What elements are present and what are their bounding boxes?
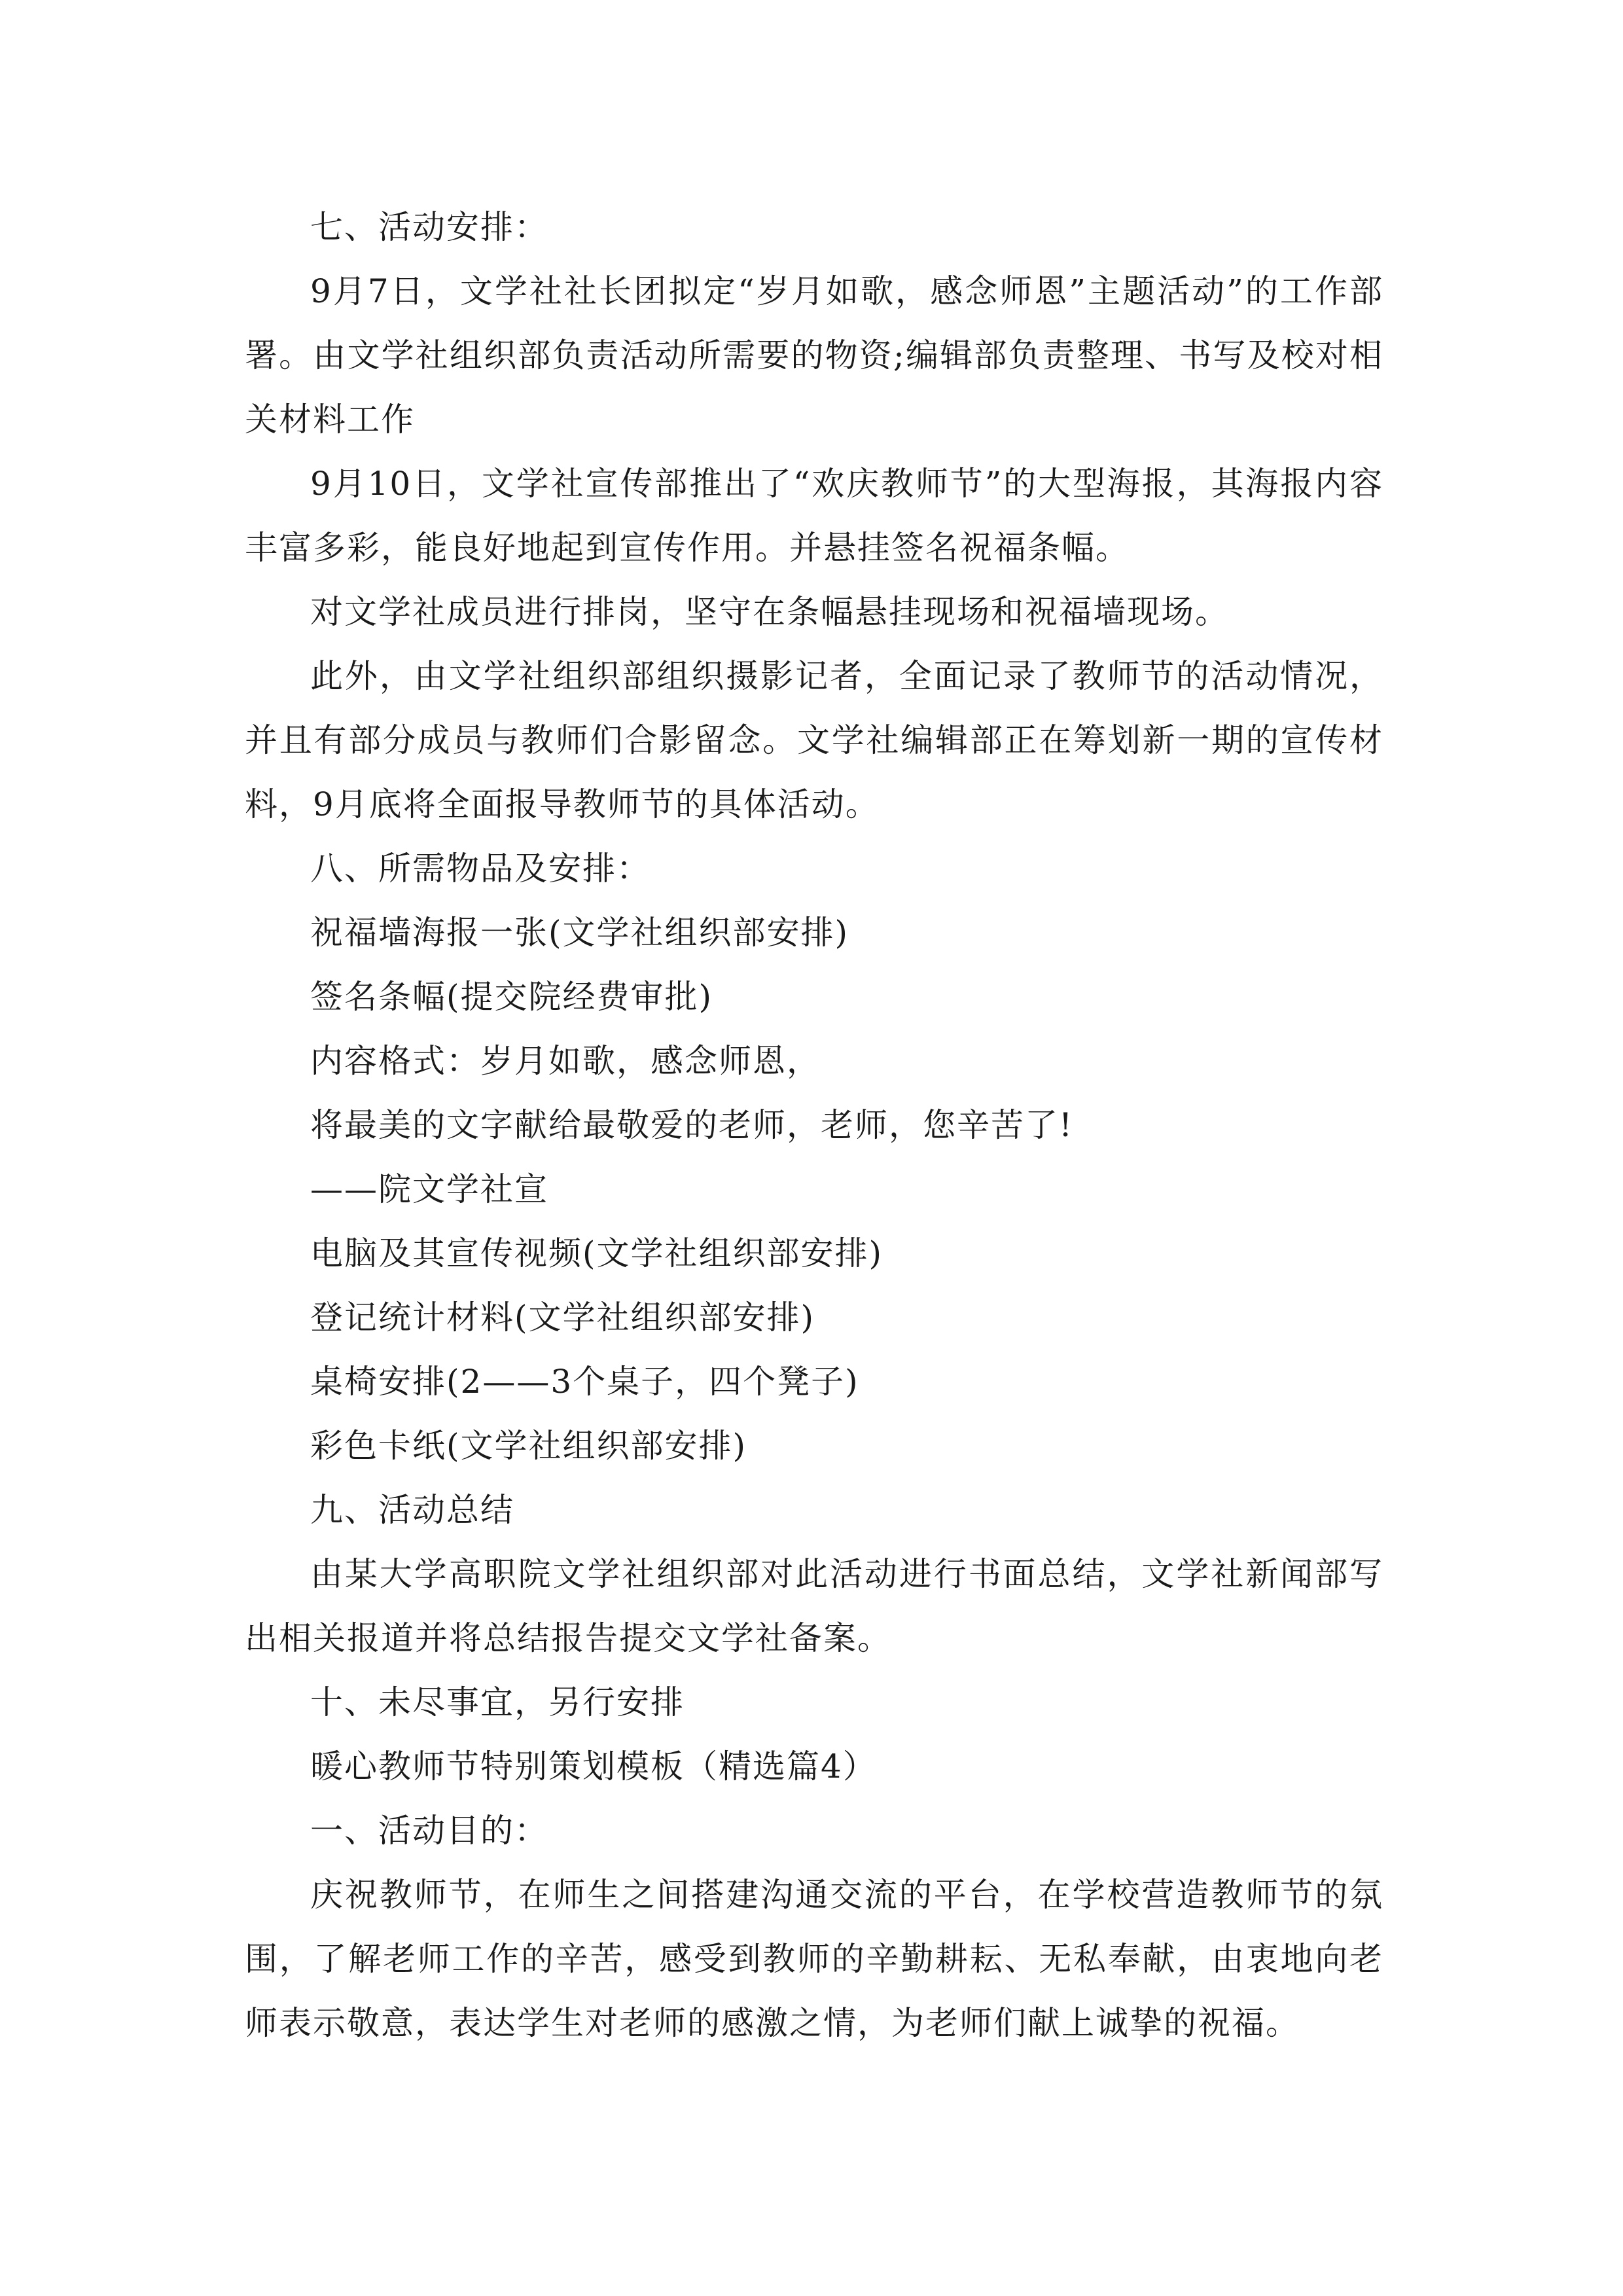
item-computer: 电脑及其宣传视频(文学社组织部安排) xyxy=(310,1234,883,1272)
heading-seven: 七、活动安排： xyxy=(310,208,548,246)
heading-ten: 十、未尽事宜，另行安排 xyxy=(310,1683,685,1721)
item-poster: 祝福墙海报一张(文学社组织部安排) xyxy=(310,914,849,952)
item-registration: 登记统计材料(文学社组织部安排) xyxy=(310,1299,815,1336)
item-banner: 签名条幅(提交院经费审批) xyxy=(310,978,713,1016)
paragraph-staffing: 对文学社成员进行排岗，坚守在条幅悬挂现场和祝福墙现场。 xyxy=(310,593,1229,631)
paragraph-purpose: 庆祝教师节，在师生之间搭建沟通交流的平台，在学校营造教师节的氛围，了解老师工作的辛苦，感受到教师的辛勤耕耘、无私奉献，由衷地向老师表示敬意，表达学生对老师的感激之情，为老师们献上诚挚的祝福。 xyxy=(245,1876,1383,2042)
item-dedication: 将最美的文字献给最敬爱的老师，老师，您辛苦了! xyxy=(310,1106,1074,1144)
heading-one: 一、活动目的： xyxy=(310,1812,548,1850)
item-tables: 桌椅安排(2——3个桌子，四个凳子) xyxy=(310,1363,859,1401)
item-cardstock: 彩色卡纸(文学社组织部安排) xyxy=(310,1427,747,1465)
item-signature: ——院文学社宣 xyxy=(310,1170,548,1208)
paragraph-summary: 由某大学高职院文学社组织部对此活动进行书面总结，文学社新闻部写出相关报道并将总结报告提交文学社备案。 xyxy=(245,1555,1383,1657)
paragraph-sept-10: 9月10日，文学社宣传部推出了“欢庆教师节”的大型海报，其海报内容丰富多彩，能良好地起到宣传作用。并悬挂签名祝福条幅。 xyxy=(245,465,1383,567)
document-body xyxy=(245,195,1383,2055)
paragraph-sept-7: 9月7日，文学社社长团拟定“岁月如歌，感念师恩”主题活动”的工作部署。由文学社组织部负责活动所需要的物资;编辑部负责整理、书写及校对相关材料工作 xyxy=(245,272,1383,439)
section-title: 暖心教师节特别策划模板（精选篇4） xyxy=(310,1748,877,1785)
paragraph-photography: 此外，由文学社组织部组织摄影记者，全面记录了教师节的活动情况，并且有部分成员与教师们合影留念。文学社编辑部正在筹划新一期的宣传材料，9月底将全面报导教师节的具体活动。 xyxy=(245,657,1383,823)
heading-eight: 八、所需物品及安排： xyxy=(310,850,651,888)
heading-nine: 九、活动总结 xyxy=(310,1491,514,1529)
item-content-format: 内容格式：岁月如歌，感念师恩， xyxy=(310,1042,821,1080)
